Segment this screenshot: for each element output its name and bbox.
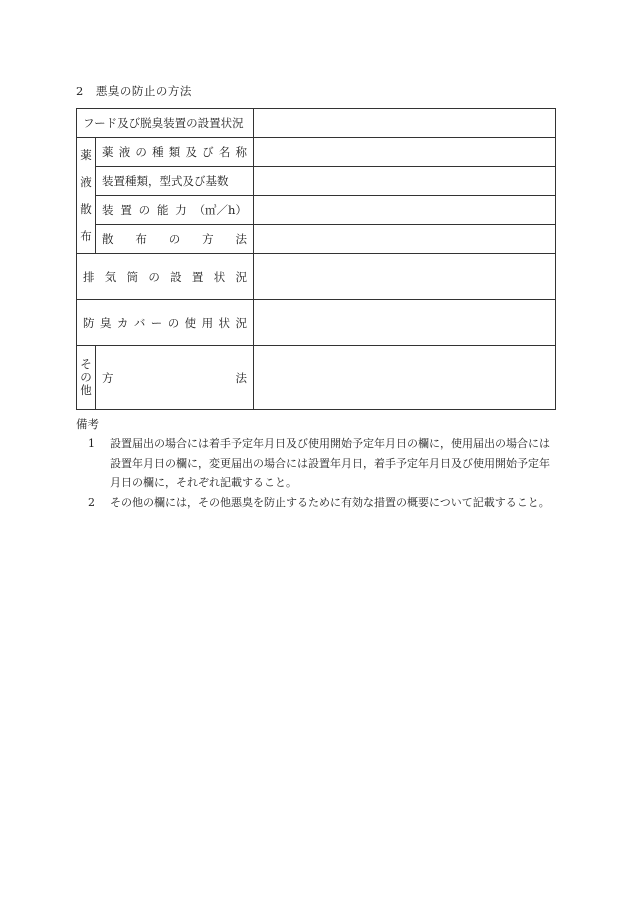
table-row [77,225,556,254]
cover-label [77,300,254,346]
note-item [76,434,554,493]
note-item [76,493,554,513]
spray-method-text: 散 布 の 方 法 [102,232,247,246]
note-number: 2 [88,495,95,509]
device-capacity-label [96,196,254,225]
other-method-value-cell[interactable] [254,346,556,410]
exhaust-text: 排 気 筒 の 設 置 状 況 [83,269,247,284]
hood-label: フード及び脱臭装置の設置状況 [77,109,254,138]
chemical-type-label [96,138,254,167]
table-row [77,167,556,196]
exhaust-value-cell[interactable] [254,254,556,300]
notes-list [76,434,554,512]
other-group-label: そ の 他 [77,346,96,410]
cover-text: 防 臭 カ バ ー の 使 用 状 況 [83,315,247,330]
table-row [77,109,556,138]
device-capacity-value-cell[interactable] [254,196,556,225]
spray-method-value-cell[interactable] [254,225,556,254]
chemical-type-value-cell[interactable] [254,138,556,167]
device-capacity-text: 装 置 の 能 力 （㎥／h） [102,203,247,217]
device-type-value-cell[interactable] [254,167,556,196]
table-row [77,196,556,225]
table-row [77,300,556,346]
chemical-type-text: 薬 液 の 種 類 及 び 名 称 [102,145,247,159]
table-row [77,254,556,300]
table-row [77,138,556,167]
cover-value-cell[interactable] [254,300,556,346]
section-heading: 2 悪臭の防止の方法 [76,84,192,98]
other-method-text: 方 法 [102,370,247,385]
note-text: 設置届出の場合には着手予定年月日及び使用開始予定年月日の欄に，使用届出の場合には設置年月日の欄に，変更届出の場合には設置年月日，着手予定年月日及び使用開始予定年月日の欄に，それぞれ記載すること。 [110,437,550,489]
spray-method-label [96,225,254,254]
device-type-label: 装置種類，型式及び基数 [96,167,254,196]
yakueki-group-label: 薬 液 散 布 [77,138,96,254]
note-text: その他の欄には，その他悪臭を防止するために有効な措置の概要について記載すること。 [110,495,550,509]
note-number: 1 [88,437,95,450]
odor-prevention-table [76,108,556,410]
table-row [77,346,556,410]
notes-title: 備考 [76,417,99,431]
exhaust-label [77,254,254,300]
other-method-label [96,346,254,410]
hood-value-cell[interactable] [254,109,556,138]
